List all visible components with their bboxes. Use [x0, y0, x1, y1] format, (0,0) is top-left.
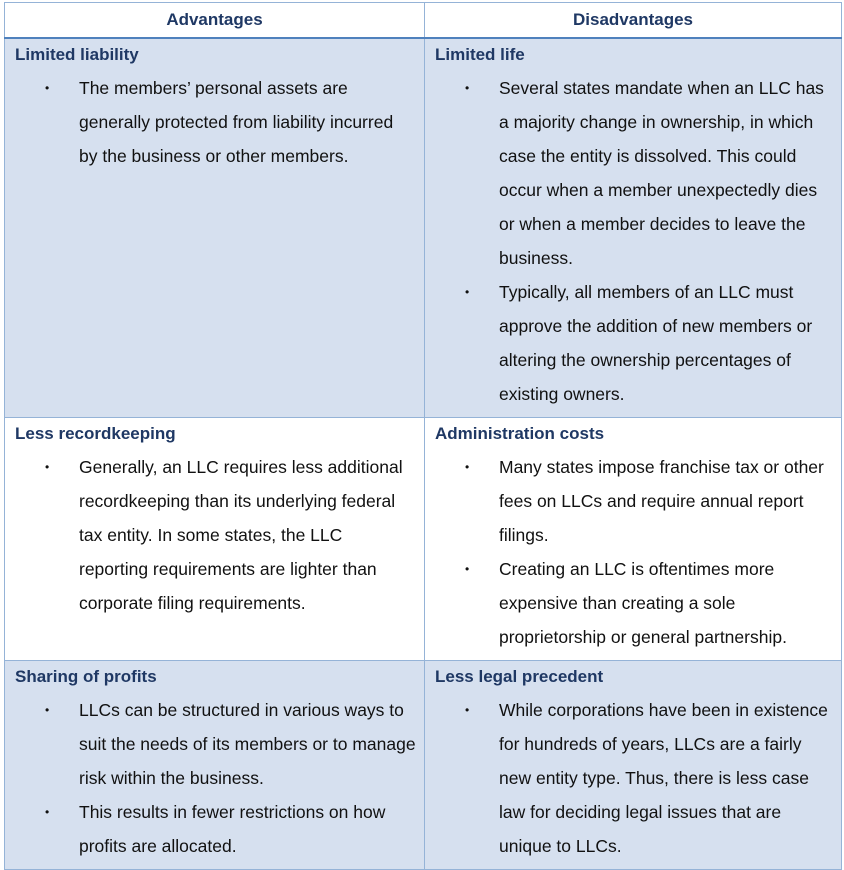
disadvantages-header: Disadvantages	[425, 3, 842, 39]
list-item	[435, 552, 833, 654]
table-row	[5, 418, 842, 661]
advantage-cell	[5, 661, 425, 870]
list-item	[435, 275, 833, 411]
list-item	[435, 71, 833, 275]
disadvantage-cell	[425, 661, 842, 870]
bullet-list	[15, 71, 416, 173]
advantage-cell	[5, 38, 425, 418]
bullet-icon: •	[465, 285, 470, 299]
bullet-text: This results in fewer restrictions on how profits are allocated.	[79, 802, 386, 856]
bullet-text: Many states impose franchise tax or other fees on LLCs and require annual report filings.	[499, 457, 824, 545]
table-row	[5, 661, 842, 870]
bullet-icon: •	[465, 562, 470, 576]
bullet-icon: •	[465, 81, 470, 95]
bullet-icon: •	[45, 805, 50, 819]
bullet-list	[435, 71, 833, 411]
bullet-icon: •	[45, 460, 50, 474]
bullet-list	[435, 693, 833, 863]
advantages-header: Advantages	[5, 3, 425, 39]
advantage-title: Less recordkeeping	[15, 424, 176, 443]
bullet-list	[15, 450, 416, 620]
bullet-text: Creating an LLC is oftentimes more expensive than creating a sole proprietorship or general partnership.	[499, 559, 787, 647]
list-item	[15, 71, 416, 173]
bullet-icon: •	[465, 460, 470, 474]
list-item	[435, 450, 833, 552]
bullet-list	[435, 450, 833, 654]
bullet-text: The members’ personal assets are generally protected from liability incurred by the business or other members.	[79, 78, 394, 166]
table-row	[5, 38, 842, 418]
header-row	[5, 3, 842, 39]
advantage-cell	[5, 418, 425, 661]
disadvantage-title: Administration costs	[435, 424, 605, 443]
comparison-table	[4, 2, 842, 870]
bullet-icon: •	[45, 81, 50, 95]
bullet-icon: •	[45, 703, 50, 717]
bullet-icon: •	[465, 703, 470, 717]
bullet-text: LLCs can be structured in various ways to suit the needs of its members or to manage risk within the business.	[79, 700, 416, 788]
list-item	[15, 693, 416, 795]
disadvantage-title: Less legal precedent	[435, 667, 604, 686]
bullet-text: Generally, an LLC requires less additional recordkeeping than its underlying federal tax entity. In some states, the LLC reporting requirements are lighter than corporate filing requirements.	[79, 457, 403, 613]
list-item	[435, 693, 833, 863]
list-item	[15, 450, 416, 620]
bullet-text: Several states mandate when an LLC has a majority change in ownership, in which case the entity is dissolved. This could occur when a member unexpectedly dies or when a member decides to leave the business.	[499, 78, 824, 268]
disadvantage-cell	[425, 38, 842, 418]
list-item	[15, 795, 416, 863]
bullet-list	[15, 693, 416, 863]
disadvantage-cell	[425, 418, 842, 661]
bullet-text: Typically, all members of an LLC must approve the addition of new members or altering the ownership percentages of existing owners.	[499, 282, 813, 404]
disadvantage-title: Limited life	[435, 45, 525, 64]
advantage-title: Limited liability	[15, 45, 139, 64]
advantage-title: Sharing of profits	[15, 667, 157, 686]
bullet-text: While corporations have been in existence for hundreds of years, LLCs are a fairly new entity type. Thus, there is less case law for deciding legal issues that are unique to LLCs.	[499, 700, 828, 856]
